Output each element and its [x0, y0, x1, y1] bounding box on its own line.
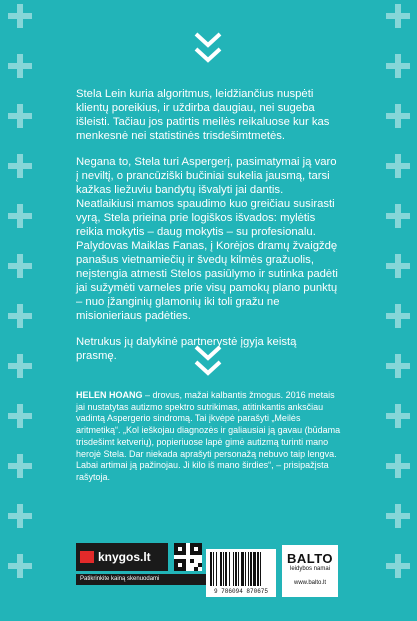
plus-icon [8, 304, 32, 328]
qr-code [174, 543, 202, 571]
back-cover-footer [76, 543, 338, 600]
barcode-bar [241, 552, 244, 586]
description-paragraph-3: Netrukus jų dalykinė partnerystė įgyja keistą prasmę. [76, 336, 297, 362]
barcode-bar [253, 552, 256, 586]
plus-icon [386, 204, 410, 228]
retailer-logo-text: knygos.lt [98, 550, 151, 564]
plus-icon [8, 204, 32, 228]
plus-icon [8, 404, 32, 428]
author-bio-text: – drovus, mažai kalbantis žmogus. 2016 metais jai nustatytas autizmo spektro sutrikimas, atitinkantis anksčiau vadintą Aspergerio sindromą. Tai įkvėpė parašyti „Meilės aritmetiką“. „Kol ieškojau diagnozės ir galiausiai ją gavau (būdama trisdešimt ketverių), popieriuose lapė gimė autizmą turinti mano herojė Stela. Dar niekada aprašyti personažą nebuvo taip lengva. Labai artimai ją pažinojau. Ji kilo iš mano širdies“, – prisipažįsta rašytoja. [76, 390, 341, 482]
barcode-bar [225, 552, 227, 586]
publisher-logo [282, 545, 338, 597]
barcode-bar [260, 552, 261, 586]
description-text [76, 87, 338, 375]
plus-icon [386, 154, 410, 178]
left-plus-column [8, 0, 32, 621]
barcode-bar [245, 552, 246, 586]
right-plus-column [386, 0, 410, 621]
plus-icon [386, 304, 410, 328]
author-name: HELEN HOANG [76, 390, 143, 400]
plus-icon [386, 354, 410, 378]
barcode-bar [248, 552, 249, 586]
retailer-logo [76, 543, 168, 571]
description-paragraph-1: Stela Lein kuria algoritmus, leidžiančius nuspėti klientų poreikius, ir uždirba daugiau, nei sugeba išleisti. Tačiau jos patirtis meilės reikaluose kur kas menkesnė nei statistinės trisdešimtmetės. [76, 88, 330, 142]
publisher-subtitle: leidybos namai [289, 566, 331, 572]
barcode-bar [238, 552, 239, 586]
plus-icon [386, 504, 410, 528]
barcode-bar [257, 552, 259, 586]
plus-icon [8, 504, 32, 528]
publisher-logo-text: BALTO [286, 551, 334, 566]
barcode-bars [210, 552, 272, 586]
plus-icon [8, 454, 32, 478]
plus-icon [8, 4, 32, 28]
plus-icon [386, 254, 410, 278]
publisher-url: www.balto.lt [293, 580, 326, 586]
barcode-bar [220, 552, 222, 586]
plus-icon [386, 54, 410, 78]
plus-icon [386, 554, 410, 578]
double-chevron-down-icon [188, 28, 228, 68]
isbn-barcode [206, 549, 276, 597]
barcode-bar [223, 552, 224, 586]
plus-icon [8, 104, 32, 128]
plus-icon [386, 454, 410, 478]
plus-icon [8, 254, 32, 278]
barcode-bar [250, 552, 252, 586]
cart-icon [80, 551, 94, 563]
double-chevron-down-icon [188, 341, 228, 381]
plus-icon [386, 4, 410, 28]
author-bio [76, 390, 346, 484]
barcode-bar [210, 552, 212, 586]
plus-icon [386, 404, 410, 428]
barcode-bar [213, 552, 214, 586]
barcode-bar [229, 552, 230, 586]
plus-icon [8, 354, 32, 378]
retailer-tagline: Patikrinkite kainą skenuodami [76, 574, 212, 585]
barcode-bar [216, 552, 217, 586]
description-paragraph-2: Negana to, Stela turi Aspergerį, pasimatymai ją varo į neviltį, o prancūziški bučiniai sukelia jausmą, tarsi kažkas liežuviu bandytų išvalyti jai dantis. Neatlaikiusi mamos spaudimo kuo greičiau susirasti vyrą, Stela prieina prie logiškos išvados: mylėtis reikia mokytis – daug mokytis – su profesionalu. Palydovas Maiklas Fanas, į Korėjos dramų žvaigždę panašus vietnamiečių ir švedų kilmės gražuolis, neįstengia atmesti Stelos pasiūlymo ir sutinka padėti jai sužymėti varneles prie visų pamokų plano punktų – nuo įžanginių glamonių iki toli gražu ne misionieriaus padėties. [76, 156, 338, 322]
barcode-digits: 9 786094 870675 [213, 588, 268, 595]
plus-icon [8, 554, 32, 578]
barcode-bar [235, 552, 237, 586]
barcode-bar [233, 552, 234, 586]
plus-icon [8, 154, 32, 178]
plus-icon [8, 54, 32, 78]
plus-icon [386, 104, 410, 128]
